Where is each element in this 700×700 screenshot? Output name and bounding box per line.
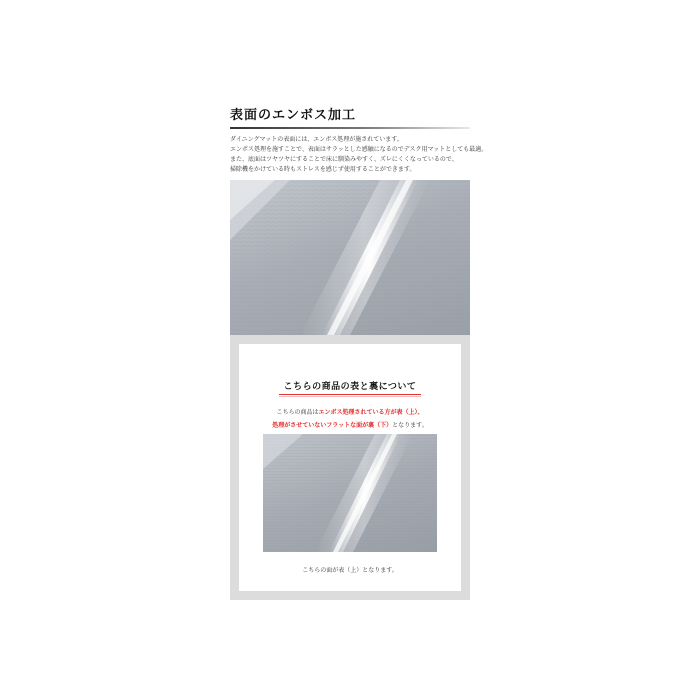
description-line: 掃除機をかけている時もストレスを感じず使用することができます。 [230,166,416,173]
section-title: 表面のエンボス加工 [230,108,357,123]
panel-title-underline-shadow [279,396,421,397]
panel-card [239,344,461,591]
panel-title: こちらの商品の表と裏について [283,382,417,392]
description-line: エンボス処理を施すことで、表面はサラッとした感触になるのでデスク用マットとしても最適。 [230,146,488,153]
panel-note-line2 [239,421,461,431]
note-prefix: こちらの商品は [276,409,319,416]
section-description [230,135,488,175]
front-surface-photo [263,434,437,552]
note-highlight-front: エンボス処理されている方が表（上）、 [318,409,424,416]
front-back-panel [230,335,470,600]
description-line: ダイニングマットの表面には、エンボス処理が施されています。 [230,136,403,143]
photo-caption: こちらの面が表（上）となります。 [302,567,398,574]
title-underline [230,127,470,129]
description-line: また、底面はツヤツヤにすることで床に馴染みやすく、ズレにくくなっているので、 [230,156,458,163]
panel-title-underline [279,394,421,395]
note-suffix: となります。 [392,422,428,429]
note-highlight-back: 処理がさせていないフラットな面が裏（下） [272,422,393,429]
panel-note-line1 [239,408,461,418]
embossed-surface-photo [230,180,470,335]
